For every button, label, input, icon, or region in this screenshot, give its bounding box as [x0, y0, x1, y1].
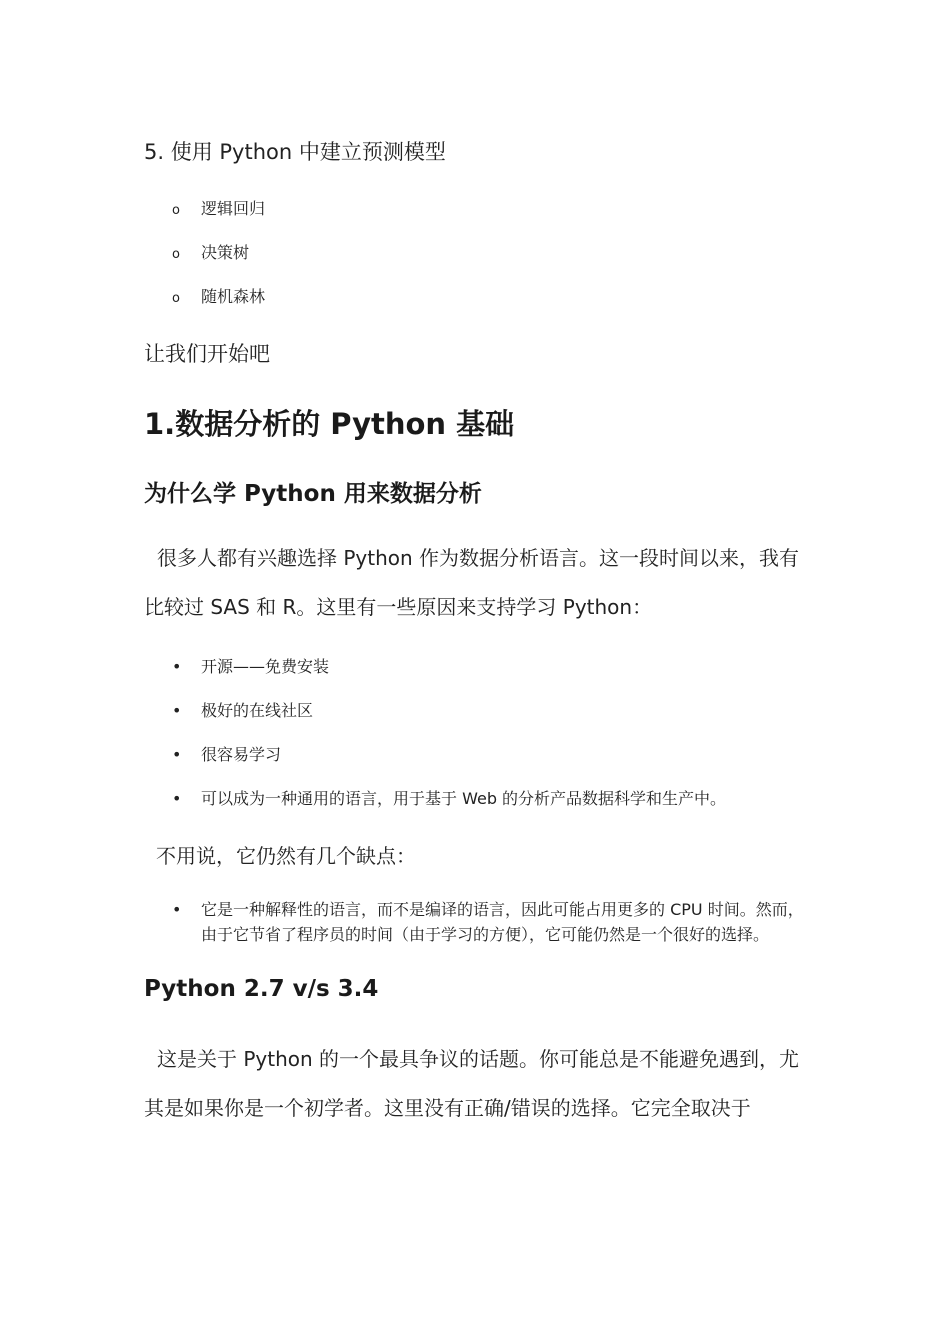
list-item-random-forest: [172, 284, 265, 307]
bullet-icon: •: [172, 701, 182, 720]
hollow-bullet-icon: o: [172, 203, 180, 218]
python-version-paragraph: 这是关于 Python 的一个最具争议的话题。你可能总是不能避免遇到，尤其是如果你是一个初学者。这里没有正确/错误的选择。它完全取决于: [144, 1047, 800, 1120]
bullet-icon: •: [172, 745, 182, 764]
cons-intro: 不用说，它仍然有几个缺点：: [156, 844, 416, 868]
chapter-1-heading: 1.数据分析的 Python 基础: [144, 407, 515, 441]
bullet-icon: •: [172, 657, 182, 676]
list-item-label: 很容易学习: [201, 745, 282, 764]
list-item-label: 逻辑回归: [201, 199, 266, 218]
why-python-heading: 为什么学 Python 用来数据分析: [144, 481, 482, 507]
con-item-interpreted: [172, 897, 812, 947]
list-item-label: 开源——免费安装: [201, 657, 330, 676]
python-version-heading: Python 2.7 v/s 3.4: [144, 976, 379, 1002]
hollow-bullet-icon: o: [172, 291, 180, 306]
bullet-icon: •: [172, 900, 182, 919]
list-item-label: 它是一种解释性的语言，而不是编译的语言，因此可能占用更多的 CPU 时间。然而，由于它节省了程序员的时间（由于学习的方便），它可能仍然是一个很好的选择。: [201, 900, 804, 944]
bullet-icon: •: [172, 789, 182, 808]
section-5-title: 5. 使用 Python 中建立预测模型: [144, 140, 446, 164]
list-item-label: 可以成为一种通用的语言，用于基于 Web 的分析产品数据科学和生产中。: [201, 789, 727, 808]
list-item-label: 决策树: [201, 243, 250, 262]
list-item-logistic-regression: [172, 196, 265, 219]
pro-item-easy-to-learn: [172, 742, 281, 765]
list-item-label: 随机森林: [201, 287, 266, 306]
list-item-decision-tree: [172, 240, 249, 263]
pro-item-community: [172, 698, 313, 721]
pro-item-open-source: [172, 654, 329, 677]
pro-item-general-purpose: [172, 786, 726, 809]
why-python-paragraph: 很多人都有兴趣选择 Python 作为数据分析语言。这一段时间以来，我有比较过 SAS 和 R。这里有一些原因来支持学习 Python：: [144, 546, 800, 619]
hollow-bullet-icon: o: [172, 247, 180, 262]
list-item-label: 极好的在线社区: [201, 701, 314, 720]
lead-text: 让我们开始吧: [144, 342, 270, 366]
